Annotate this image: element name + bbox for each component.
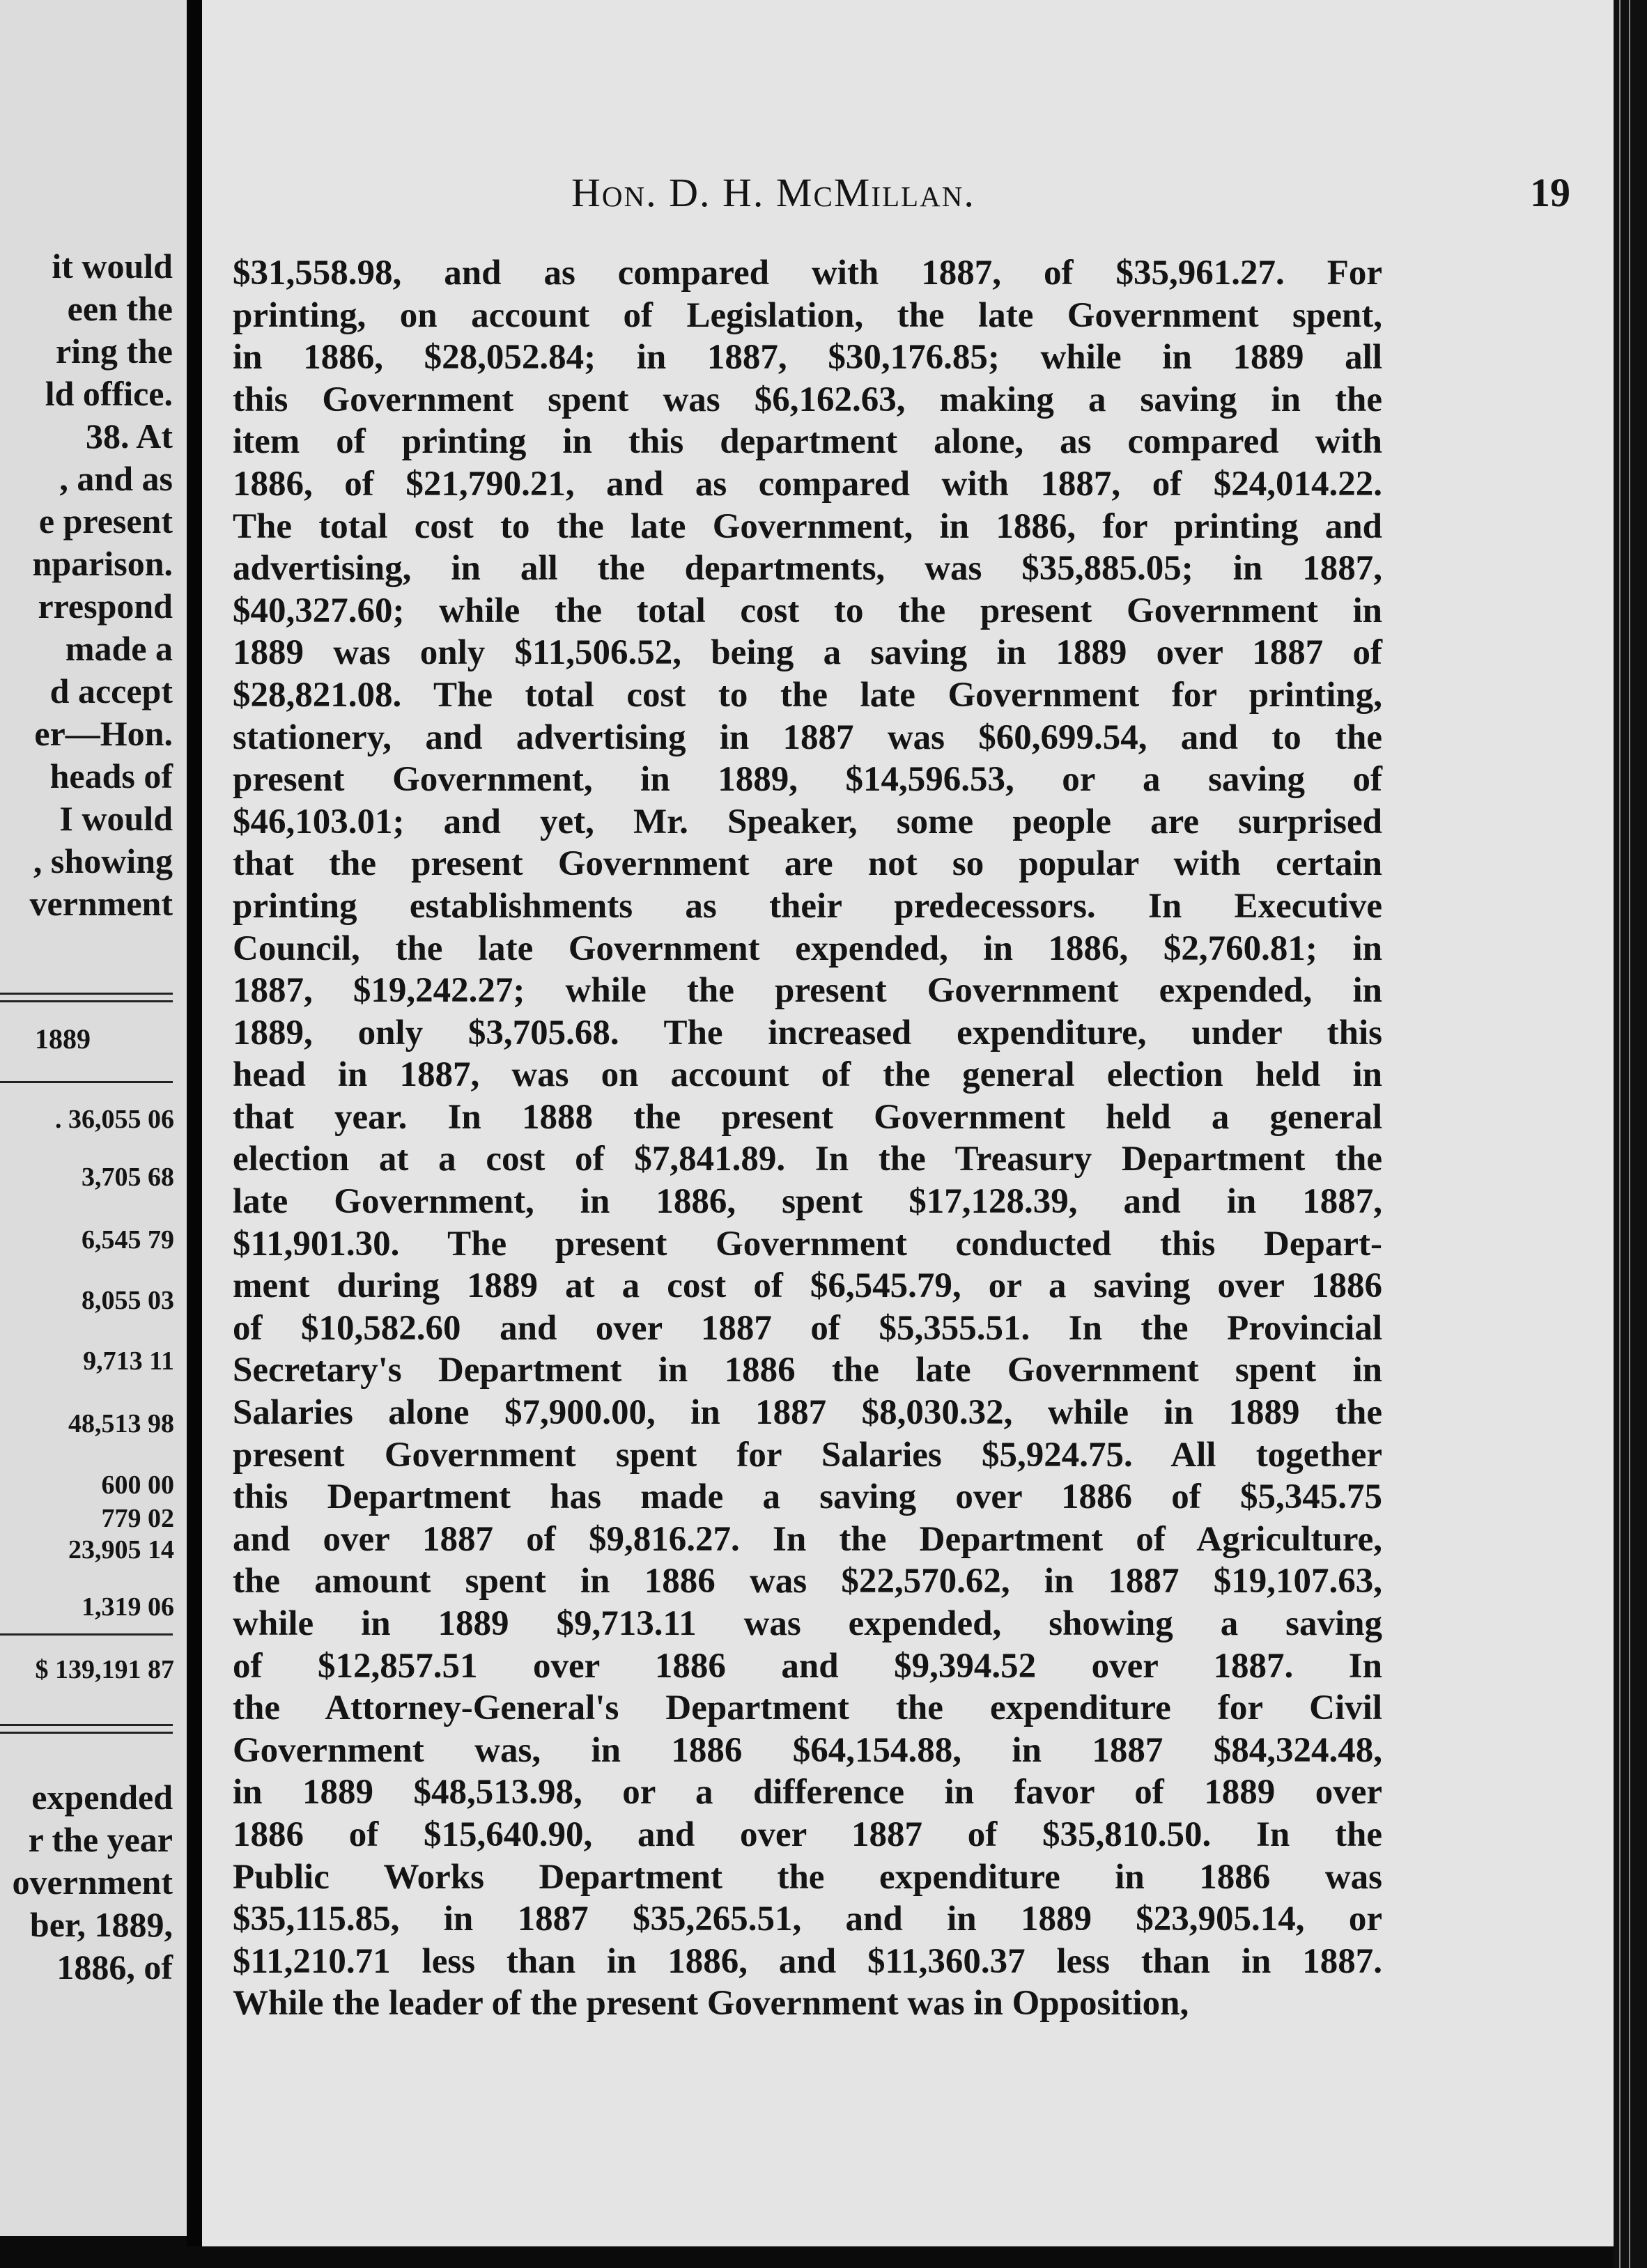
text-line: Council, the late Government expended, in 1886, $2,760.81; in: [233, 929, 1382, 968]
left-line: made a: [65, 629, 173, 668]
table-column-heading: 1889: [35, 1023, 91, 1055]
left-line: , and as: [59, 459, 173, 498]
table-figure: 9,713 11: [83, 1346, 174, 1376]
text-line: in 1886, $28,052.84; in 1887, $30,176.85; while in 1889 all: [233, 338, 1382, 378]
page-edge: [1614, 0, 1647, 2268]
left-line: it would: [52, 247, 173, 286]
text-line: $28,821.08. The total cost to the late Government for printing,: [233, 675, 1382, 715]
text-line: $11,210.71 less than in 1886, and $11,360.37 less than in 1887.: [233, 1941, 1382, 1981]
text-line: $46,103.01; and yet, Mr. Speaker, some people are surprised: [233, 802, 1382, 841]
left-line: 1886, of: [56, 1948, 173, 1987]
left-line: overnment: [12, 1863, 173, 1902]
text-line: stationery, and advertising in 1887 was $60,699.54, and to the: [233, 717, 1382, 757]
text-line: this Government spent was $6,162.63, making a saving in the: [233, 380, 1382, 419]
text-line: of $10,582.60 and over 1887 of $5,355.51. In the Provincial: [233, 1308, 1382, 1348]
page-number: 19: [1530, 170, 1570, 215]
text-line: the amount spent in 1886 was $22,570.62, in 1887 $19,107.63,: [233, 1562, 1382, 1601]
text-line: The total cost to the late Government, in 1886, for printing and: [233, 506, 1382, 546]
table-rule: [0, 993, 173, 995]
text-line: printing, on account of Legislation, the late Government spent,: [233, 295, 1382, 335]
text-line: $31,558.98, and as compared with 1887, of $35,961.27. For: [233, 254, 1382, 293]
table-rule: [0, 1081, 173, 1083]
left-page-bottom-text: [0, 1776, 173, 1989]
running-title: Hon. D. H. McMillan.: [571, 170, 975, 215]
text-line: printing establishments as their predecessors. In Executive: [233, 886, 1382, 926]
left-line: rrespond: [38, 587, 173, 626]
left-line: ber, 1889,: [29, 1905, 173, 1944]
left-line: d accept: [49, 671, 173, 710]
text-line: and over 1887 of $9,816.27. In the Department of Agriculture,: [233, 1519, 1382, 1559]
table-figure: 1,319 06: [82, 1592, 174, 1622]
text-line: 1889 was only $11,506.52, being a saving in 1889 over 1887 of: [233, 633, 1382, 673]
text-line: present Government, in 1889, $14,596.53, or a saving of: [233, 760, 1382, 800]
left-line: heads of: [49, 756, 173, 795]
text-line: 1889, only $3,705.68. The increased expenditure, under this: [233, 1013, 1382, 1053]
table-rule: [0, 1724, 173, 1726]
left-line: vernment: [29, 884, 173, 923]
text-line: 1887, $19,242.27; while the present Government expended, in: [233, 971, 1382, 1011]
table-rule: [0, 1732, 173, 1734]
left-line: , showing: [33, 841, 173, 880]
text-line: head in 1887, was on account of the general election held in: [233, 1055, 1382, 1095]
text-line: that the present Government are not so popular with certain: [233, 844, 1382, 884]
page-edge-line: [1619, 0, 1621, 2268]
text-line: item of printing in this department alone, as compared with: [233, 422, 1382, 462]
running-head: [202, 169, 1614, 218]
text-line: While the leader of the present Government was in Opposition,: [233, 1984, 1189, 2024]
left-line: expended: [31, 1778, 173, 1817]
left-line: een the: [67, 289, 173, 328]
body-paragraph: [233, 252, 1382, 2025]
table-figure: 48,513 98: [68, 1409, 174, 1438]
table-figure: 600 00: [101, 1470, 174, 1500]
table-figure: . 36,055 06: [55, 1105, 174, 1134]
text-line: in 1889 $48,513.98, or a difference in favor of 1889 over: [233, 1773, 1382, 1812]
text-line: election at a cost of $7,841.89. In the Treasury Department the: [233, 1140, 1382, 1179]
text-line: ment during 1889 at a cost of $6,545.79, or a saving over 1886: [233, 1266, 1382, 1306]
left-line: nparison.: [32, 544, 173, 583]
left-line: ring the: [55, 332, 173, 371]
text-line: advertising, in all the departments, was $35,885.05; in 1887,: [233, 549, 1382, 589]
text-line: Salaries alone $7,900.00, in 1887 $8,030.32, while in 1889 the: [233, 1393, 1382, 1433]
page-edge-line: [1629, 0, 1630, 2268]
table-rule: [0, 1633, 173, 1636]
text-line: Government was, in 1886 $64,154.88, in 1887 $84,324.48,: [233, 1730, 1382, 1770]
text-line: Secretary's Department in 1886 the late Government spent in: [233, 1351, 1382, 1390]
text-line: that year. In 1888 the present Government held a general: [233, 1097, 1382, 1137]
text-line: late Government, in 1886, spent $17,128.39, and in 1887,: [233, 1182, 1382, 1222]
left-line: ld office.: [45, 374, 173, 413]
table-figure: 3,705 68: [82, 1163, 174, 1192]
left-page-top-text: [0, 245, 173, 925]
table-total: $ 139,191 87: [35, 1655, 174, 1684]
left-line: 38. At: [86, 417, 173, 456]
text-line: while in 1889 $9,713.11 was expended, showing a saving: [233, 1604, 1382, 1643]
text-line: this Department has made a saving over 1886 of $5,345.75: [233, 1477, 1382, 1517]
text-line: the Attorney-General's Department the expenditure for Civil: [233, 1688, 1382, 1728]
left-line: r the year: [28, 1820, 173, 1859]
table-rule: [0, 1000, 173, 1002]
text-line: 1886, of $21,790.21, and as compared with 1887, of $24,014.22.: [233, 464, 1382, 504]
text-line: 1886 of $15,640.90, and over 1887 of $35,810.50. In the: [233, 1815, 1382, 1854]
text-line: Public Works Department the expenditure in 1886 was: [233, 1857, 1382, 1897]
text-line: of $12,857.51 over 1886 and $9,394.52 over 1887. In: [233, 1646, 1382, 1686]
table-figure: 23,905 14: [68, 1535, 174, 1564]
left-line: er—Hon.: [34, 714, 173, 753]
page-19: [202, 0, 1614, 2246]
left-line: e present: [38, 502, 173, 541]
text-line: $40,327.60; while the total cost to the present Government in: [233, 591, 1382, 630]
left-line: I would: [59, 799, 173, 838]
text-line: $11,901.30. The present Government conducted this Depart-: [233, 1224, 1382, 1264]
text-line: present Government spent for Salaries $5,924.75. All together: [233, 1435, 1382, 1475]
table-figure: 6,545 79: [82, 1225, 174, 1255]
left-page-fragment: [0, 0, 187, 2236]
table-figure: 8,055 03: [82, 1286, 174, 1315]
table-figure: 779 02: [101, 1504, 174, 1533]
text-line: $35,115.85, in 1887 $35,265.51, and in 1889 $23,905.14, or: [233, 1900, 1382, 1939]
book-gutter: [187, 0, 202, 2246]
